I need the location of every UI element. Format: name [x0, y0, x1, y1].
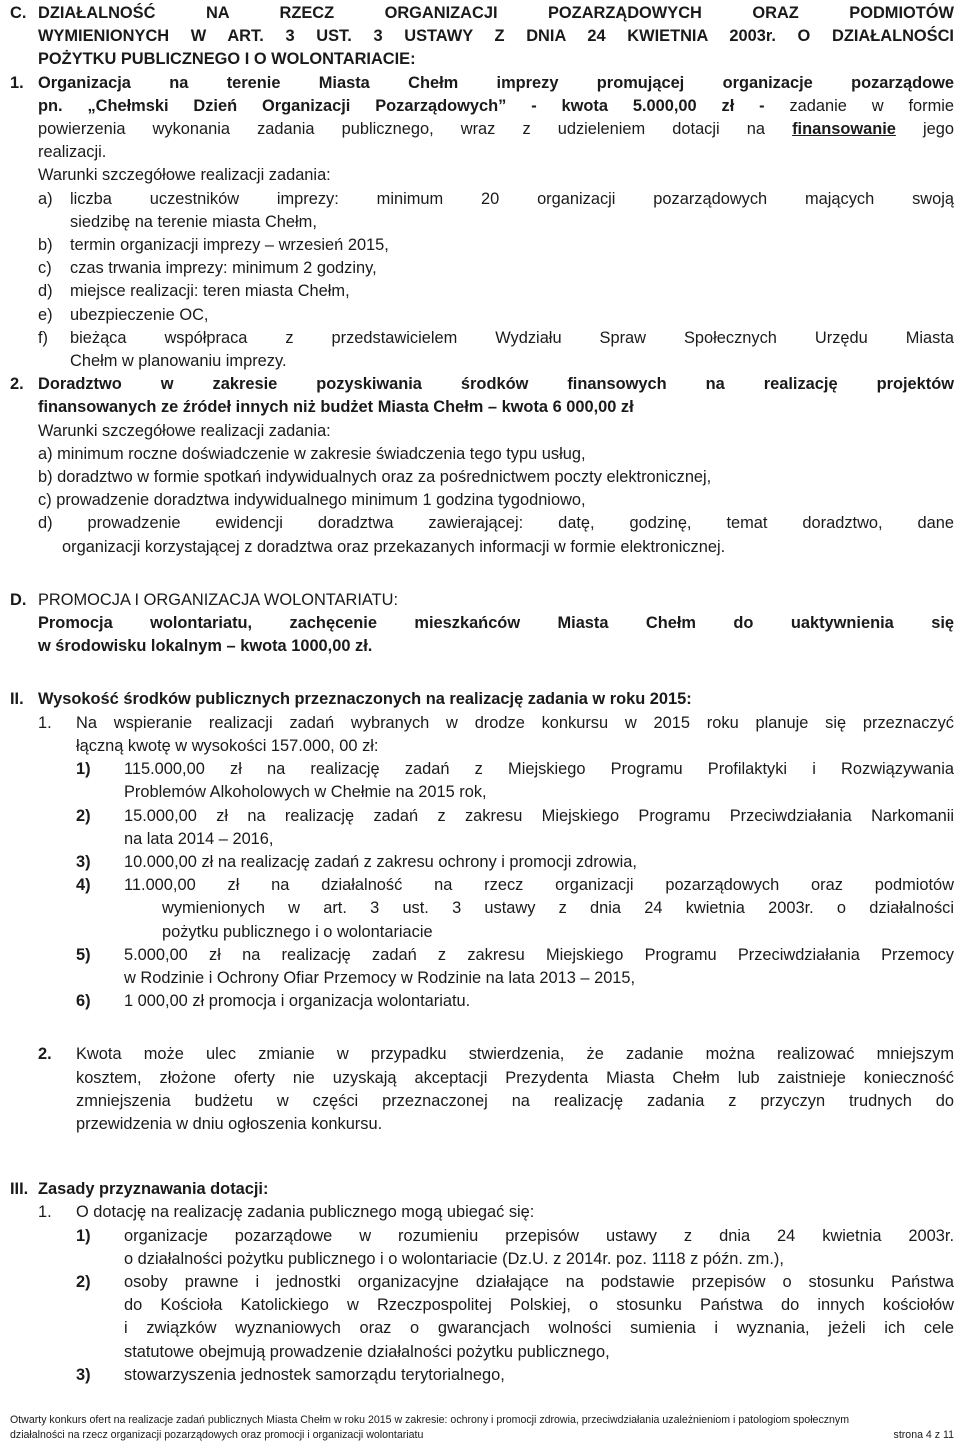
section-d-text-line-2: w środowisku lokalnym – kwota 1000,00 zł. — [38, 637, 373, 656]
condition-line-1: liczba uczestników imprezy: minimum 20 organizacji pozarządowych mających swoją — [70, 189, 954, 208]
condition-text — [70, 280, 954, 303]
section-ii-para-1-marker: 1. — [38, 713, 52, 732]
item-1-conditions-list — [38, 188, 954, 374]
numbered-item — [76, 851, 954, 874]
condition-marker: d) — [38, 282, 53, 301]
numbered-item-line: statutowe obejmują prowadzenie działalności pożytku publicznego, — [124, 1342, 610, 1361]
section-d-marker: D. — [10, 590, 27, 609]
item-1-title-bold-2: pn. „Chełmski Dzień Organizacji Pozarządowych” - kwota 5.000,00 zł - — [38, 96, 765, 115]
numbered-item-text — [124, 1271, 954, 1364]
item-2-title-line-2: finansowanych ze źródeł innych niż budżet Miasta Chełm – kwota 6 000,00 zł — [38, 398, 634, 417]
condition-item — [38, 327, 954, 373]
condition-item — [38, 280, 954, 303]
numbered-item-marker: 6) — [76, 992, 91, 1011]
para-line: kosztem, złożone oferty nie uzyskają akceptacji Prezydenta Miasta Chełm lub zaistnieje konieczność — [76, 1068, 954, 1087]
numbered-item — [76, 758, 954, 804]
numbered-item-line: 115.000,00 zł na realizację zadań z Miejskiego Programu Profilaktyki i Rozwiązywania — [124, 760, 954, 779]
numbered-item-text — [124, 758, 954, 804]
condition-marker: a) — [38, 189, 53, 208]
para-line: przewidzenia w dniu ogłoszenia konkursu. — [76, 1114, 383, 1133]
item-2-title-line-1: Doradztwo w zakresie pozyskiwania środków finansowych na realizację projektów — [38, 375, 954, 394]
section-c-item-1 — [10, 72, 954, 374]
numbered-item — [76, 990, 954, 1013]
numbered-item-line: osoby prawne i jednostki organizacyjne działające na podstawie przepisów o stosunku Państwa — [124, 1272, 954, 1291]
section-ii-para-1 — [10, 712, 954, 1014]
numbered-item-line: 10.000,00 zł na realizację zadań z zakresu ochrony i promocji zdrowia, — [124, 852, 637, 871]
condition-line-1: d) prowadzenie ewidencji doradztwa zawierającej: datę, godzinę, temat doradztwo, dane — [38, 514, 954, 533]
item-2-conditions-list — [38, 443, 954, 559]
item-1-underlined-word: finansowanie — [792, 120, 896, 139]
section-c-title-line-2: WYMIENIONYCH W ART. 3 UST. 3 USTAWY Z DNIA 24 KWIETNIA 2003r. O DZIAŁALNOŚCI — [38, 27, 954, 46]
section-iii-para-1 — [10, 1201, 954, 1387]
section-d-title: PROMOCJA I ORGANIZACJA WOLONTARIATU: — [38, 590, 399, 609]
numbered-item-text — [124, 851, 954, 874]
section-ii-amounts-list — [76, 758, 954, 1013]
section-iii-para-1-text: O dotację na realizację zadania publicznego mogą ubiegać się: — [76, 1203, 535, 1222]
condition-line-1: b) doradztwo w formie spotkań indywidualnych oraz za pośrednictwem poczty elektronicznej, — [38, 468, 712, 487]
numbered-item-marker: 2) — [76, 806, 91, 825]
numbered-item-text — [124, 944, 954, 990]
item-1-conditions-header: Warunki szczegółowe realizacji zadania: — [38, 166, 331, 185]
section-ii-para-2-marker: 2. — [38, 1045, 52, 1064]
section-iii-marker: III. — [10, 1180, 29, 1199]
section-ii-para-2-text — [76, 1043, 954, 1136]
numbered-item-line: pożytku publicznego i o wolontariacie — [162, 922, 433, 941]
numbered-item-line: stowarzyszenia jednostek samorządu terytorialnego, — [124, 1365, 505, 1384]
section-c-title-line-3: POŻYTKU PUBLICZNEGO I O WOLONTARIACIE: — [38, 50, 416, 69]
condition-line-1: ubezpieczenie OC, — [70, 305, 209, 324]
condition-text — [70, 188, 954, 234]
numbered-item-line: o działalności pożytku publicznego i o wolontariacie (Dz.U. z 2014r. poz. 1118 z późn. zm.), — [124, 1249, 784, 1268]
numbered-item-line: na lata 2014 – 2016, — [124, 829, 274, 848]
numbered-item-line: Problemów Alkoholowych w Chełmie na 2015 rok, — [124, 783, 487, 802]
condition-text — [70, 304, 954, 327]
numbered-item-line: w Rodzinie i Ochrony Ofiar Przemocy w Rodzinie na lata 2013 – 2015, — [124, 968, 636, 987]
numbered-item-text — [124, 1364, 954, 1387]
numbered-item-text — [124, 990, 954, 1013]
numbered-item-text — [124, 874, 954, 944]
condition-marker: f) — [38, 328, 49, 347]
condition-text — [70, 257, 954, 280]
section-iii-title: Zasady przyznawania dotacji: — [38, 1180, 269, 1199]
numbered-item-line: 1 000,00 zł promocja i organizacja wolontariatu. — [124, 992, 471, 1011]
item-1-marker: 1. — [10, 73, 24, 92]
section-ii-title: Wysokość środków publicznych przeznaczonych na realizację zadania w roku 2015: — [38, 690, 692, 709]
item-1-title-line-2 — [38, 95, 954, 118]
numbered-item-marker: 3) — [76, 852, 91, 871]
numbered-item-text — [124, 1225, 954, 1271]
section-iii-heading — [10, 1178, 954, 1201]
condition-item — [38, 234, 954, 257]
numbered-item-line: wymienionych w art. 3 ust. 3 ustawy z dnia 24 kwietnia 2003r. o działalności — [162, 899, 954, 918]
condition-marker: b) — [38, 236, 53, 255]
numbered-item — [76, 1225, 954, 1271]
condition-line-1: miejsce realizacji: teren miasta Chełm, — [70, 282, 350, 301]
condition-marker: c) — [38, 259, 52, 278]
section-c-heading — [10, 2, 954, 25]
condition-text — [70, 234, 954, 257]
footer-line-1: Otwarty konkurs ofert na realizacje zadań publicznych Miasta Chełm w roku 2015 w zakresie: ochrony i promocji zdrowia, przeciwdziałania uzależnieniom i patologiom społecznym — [10, 1414, 850, 1426]
para-line: zmniejszenia budżetu w części przeznaczonej na realizację zadania z przyczyn trudnych do — [76, 1091, 954, 1110]
numbered-item — [76, 944, 954, 990]
numbered-item-line: i związków wyznaniowych oraz o gwarancjach wolności sumienia i wyznania, jeżeli ich cele — [124, 1319, 954, 1338]
item-1-text-3-end: jego — [895, 120, 955, 139]
condition-line-1: bieżąca współpraca z przedstawicielem Wydziału Spraw Społecznych Urzędu Miasta — [70, 328, 954, 347]
condition-line-1: c) prowadzenie doradztwa indywidualnego minimum 1 godzina tygodniowo, — [38, 491, 586, 510]
numbered-item — [76, 805, 954, 851]
page-footer — [10, 1413, 954, 1443]
section-iii-eligible-list — [76, 1225, 954, 1387]
section-c-item-2 — [10, 373, 954, 559]
item-1-text-2: zadanie w formie — [764, 96, 955, 115]
numbered-item-marker: 3) — [76, 1365, 91, 1384]
condition-marker: e) — [38, 305, 53, 324]
numbered-item-line: 5.000,00 zł na realizację zadań z zakresu Miejskiego Programu Przeciwdziałania Przemocy — [124, 945, 954, 964]
item-2-conditions-header: Warunki szczegółowe realizacji zadania: — [38, 421, 331, 440]
numbered-item-text — [124, 805, 954, 851]
numbered-item-marker: 4) — [76, 876, 91, 895]
item-1-title-line-1: Organizacja na terenie Miasta Chełm imprezy promującej organizacje pozarządowe — [38, 73, 954, 92]
condition-line-1: czas trwania imprezy: minimum 2 godziny, — [70, 259, 377, 278]
section-d-text-line-1: Promocja wolontariatu, zachęcenie mieszkańców Miasta Chełm do uaktywnienia się — [38, 614, 954, 633]
item-1-text-line-3 — [38, 118, 954, 141]
section-ii-para-1-line-1: Na wspieranie realizacji zadań wybranych w drodze konkursu w 2015 roku planuje się przeznaczyć — [76, 713, 954, 732]
condition-line-1: termin organizacji imprezy – wrzesień 2015, — [70, 236, 389, 255]
numbered-item-marker: 1) — [76, 760, 91, 779]
condition-line-2: organizacji korzystającej z doradztwa oraz przekazanych informacji w formie elektronicznej. — [62, 537, 726, 556]
footer-page-number: strona 4 z 11 — [893, 1429, 954, 1441]
para-line: Kwota może ulec zmianie w przypadku stwierdzenia, że zadanie można realizować mniejszym — [76, 1045, 954, 1064]
section-c-marker: C. — [10, 4, 27, 22]
numbered-item-line: 11.000,00 zł na działalność na rzecz organizacji pozarządowych oraz podmiotów — [124, 876, 954, 895]
section-c-title-line-1: DZIAŁALNOŚĆ NA RZECZ ORGANIZACJI POZARZĄDOWYCH ORAZ PODMIOTÓW — [38, 4, 954, 22]
condition-item — [38, 188, 954, 234]
section-iii-para-1-marker: 1. — [38, 1203, 52, 1222]
numbered-item-line: do Kościoła Katolickiego w Rzeczpospolitej Polskiej, o stosunku Państwa do innych kościołów — [124, 1296, 954, 1315]
section-d-heading — [10, 589, 954, 612]
numbered-item-line: 15.000,00 zł na realizację zadań z zakresu Miejskiego Programu Przeciwdziałania Narkomanii — [124, 806, 954, 825]
numbered-item — [76, 874, 954, 944]
section-ii-marker: II. — [10, 690, 24, 709]
item-2-marker: 2. — [10, 375, 24, 394]
condition-item — [38, 257, 954, 280]
condition-line-2: siedzibę na terenie miasta Chełm, — [70, 212, 317, 231]
section-ii-para-2 — [10, 1043, 954, 1136]
item-1-text-3: powierzenia wykonania zadania publicznego, wraz z udzieleniem dotacji na — [38, 120, 793, 139]
section-ii-heading — [10, 688, 954, 711]
footer-line-2: działalności na rzecz organizacji pozarządowych oraz promocji i organizacji wolontariatu — [10, 1429, 424, 1441]
numbered-item-marker: 1) — [76, 1226, 91, 1245]
numbered-item-line: organizacje pozarządowe w rozumieniu przepisów ustawy z dnia 24 kwietnia 2003r. — [124, 1226, 954, 1245]
numbered-item — [76, 1364, 954, 1387]
condition-item — [38, 304, 954, 327]
condition-line-2: Chełm w planowaniu imprezy. — [70, 352, 287, 371]
item-1-text-line-4: realizacji. — [38, 143, 107, 162]
condition-line-1: a) minimum roczne doświadczenie w zakresie świadczenia tego typu usług, — [38, 444, 586, 463]
numbered-item-marker: 5) — [76, 945, 91, 964]
section-ii-para-1-line-2: łączną kwotę w wysokości 157.000, 00 zł: — [76, 736, 379, 755]
numbered-item-marker: 2) — [76, 1272, 91, 1291]
numbered-item — [76, 1271, 954, 1364]
condition-text — [70, 327, 954, 373]
